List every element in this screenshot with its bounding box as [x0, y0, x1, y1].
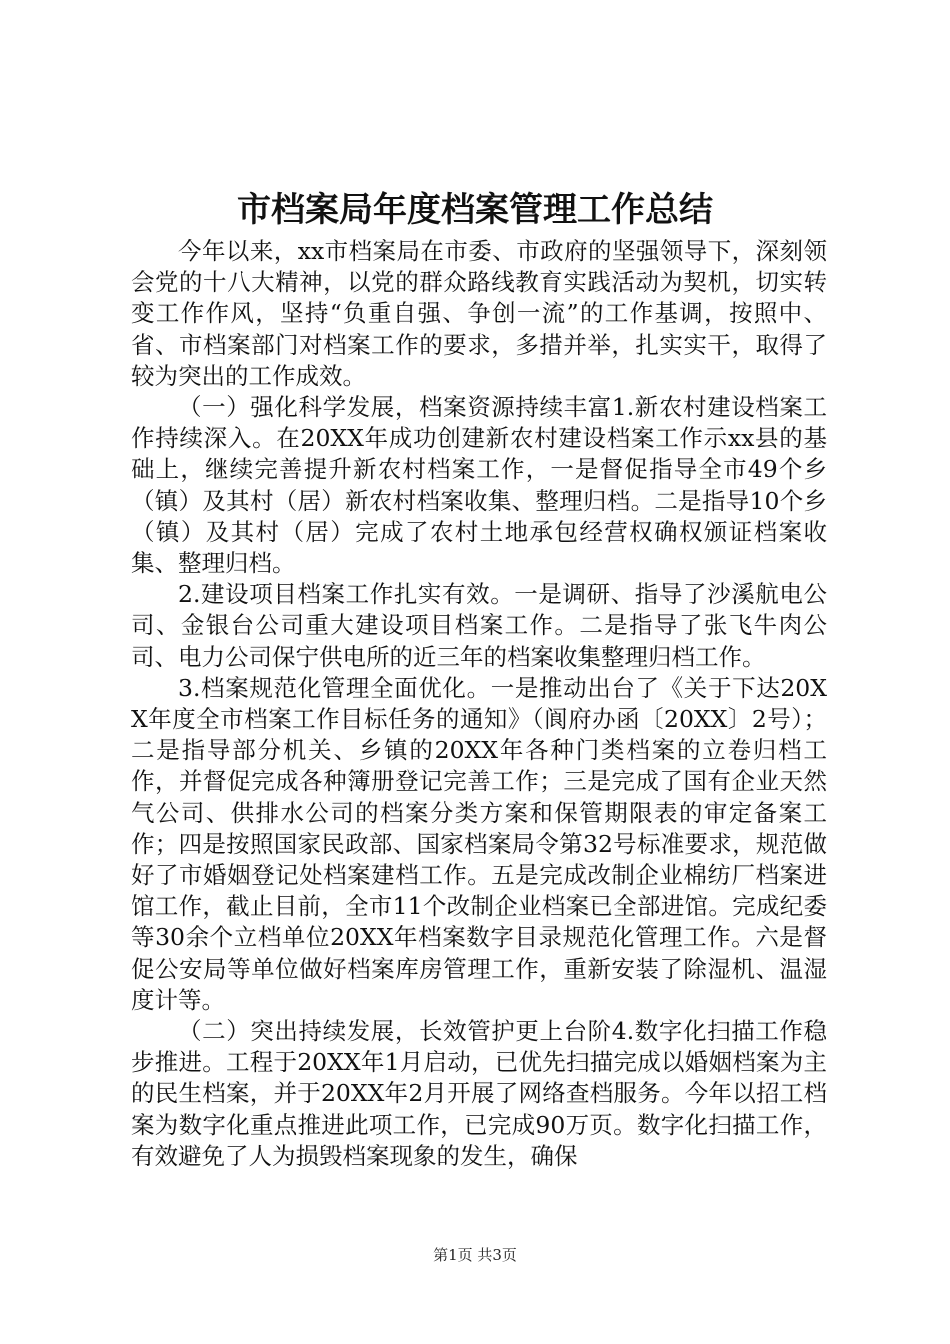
page-footer: 第1页 共3页 [433, 1246, 517, 1264]
document-body [131, 236, 827, 1172]
document-title: 市档案局年度档案管理工作总结 [237, 190, 713, 230]
paragraph-intro: 今年以来，xx市档案局在市委、市政府的坚强领导下，深刻领会党的十八大精神，以党的群众路线教育实践活动为契机，切实转变工作作风，坚持“负重自强、争创一流”的工作基调，按照中、省、市档案部门对档案工作的要求，多措并举，扎实实干，取得了较为突出的工作成效。 [131, 237, 827, 390]
paragraph-item-2: 2.建设项目档案工作扎实有效。一是调研、指导了沙溪航电公司、金银台公司重大建设项目档案工作。二是指导了张飞牛肉公司、电力公司保宁供电所的近三年的档案收集整理归档工作。 [131, 580, 827, 671]
paragraph-section-2: （二）突出持续发展，长效管护更上台阶4.数字化扫描工作稳步推进。工程于20XX年1月启动，已优先扫描完成以婚姻档案为主的民生档案，并于20XX年2月开展了网络查档服务。今年以招工档案为数字化重点推进此项工作，已完成90万页。数字化扫描工作，有效避免了人为损毁档案现象的发生，确保 [131, 1017, 827, 1170]
paragraph-section-1: （一）强化科学发展，档案资源持续丰富1.新农村建设档案工作持续深入。在20XX年成功创建新农村建设档案工作示xx县的基础上，继续完善提升新农村档案工作，一是督促指导全市49个乡（镇）及其村（居）新农村档案收集、整理归档。二是指导10个乡（镇）及其村（居）完成了农村土地承包经营权确权颁证档案收集、整理归档。 [131, 393, 827, 578]
paragraph-item-3: 3.档案规范化管理全面优化。一是推动出台了《关于下达20XX年度全市档案工作目标任务的通知》（阆府办函〔20XX〕2号）；二是指导部分机关、乡镇的20XX年各种门类档案的立卷归档工作，并督促完成各种簿册登记完善工作；三是完成了国有企业天然气公司、供排水公司的档案分类方案和保管期限表的审定备案工作；四是按照国家民政部、国家档案局令第32号标准要求，规范做好了市婚姻登记处档案建档工作。五是完成改制企业棉纺厂档案进馆工作，截止目前，全市11个改制企业档案已全部进馆。完成纪委等30余个立档单位20XX年档案数字目录规范化管理工作。六是督促公安局等单位做好档案库房管理工作，重新安装了除湿机、温湿度计等。 [131, 673, 827, 1014]
